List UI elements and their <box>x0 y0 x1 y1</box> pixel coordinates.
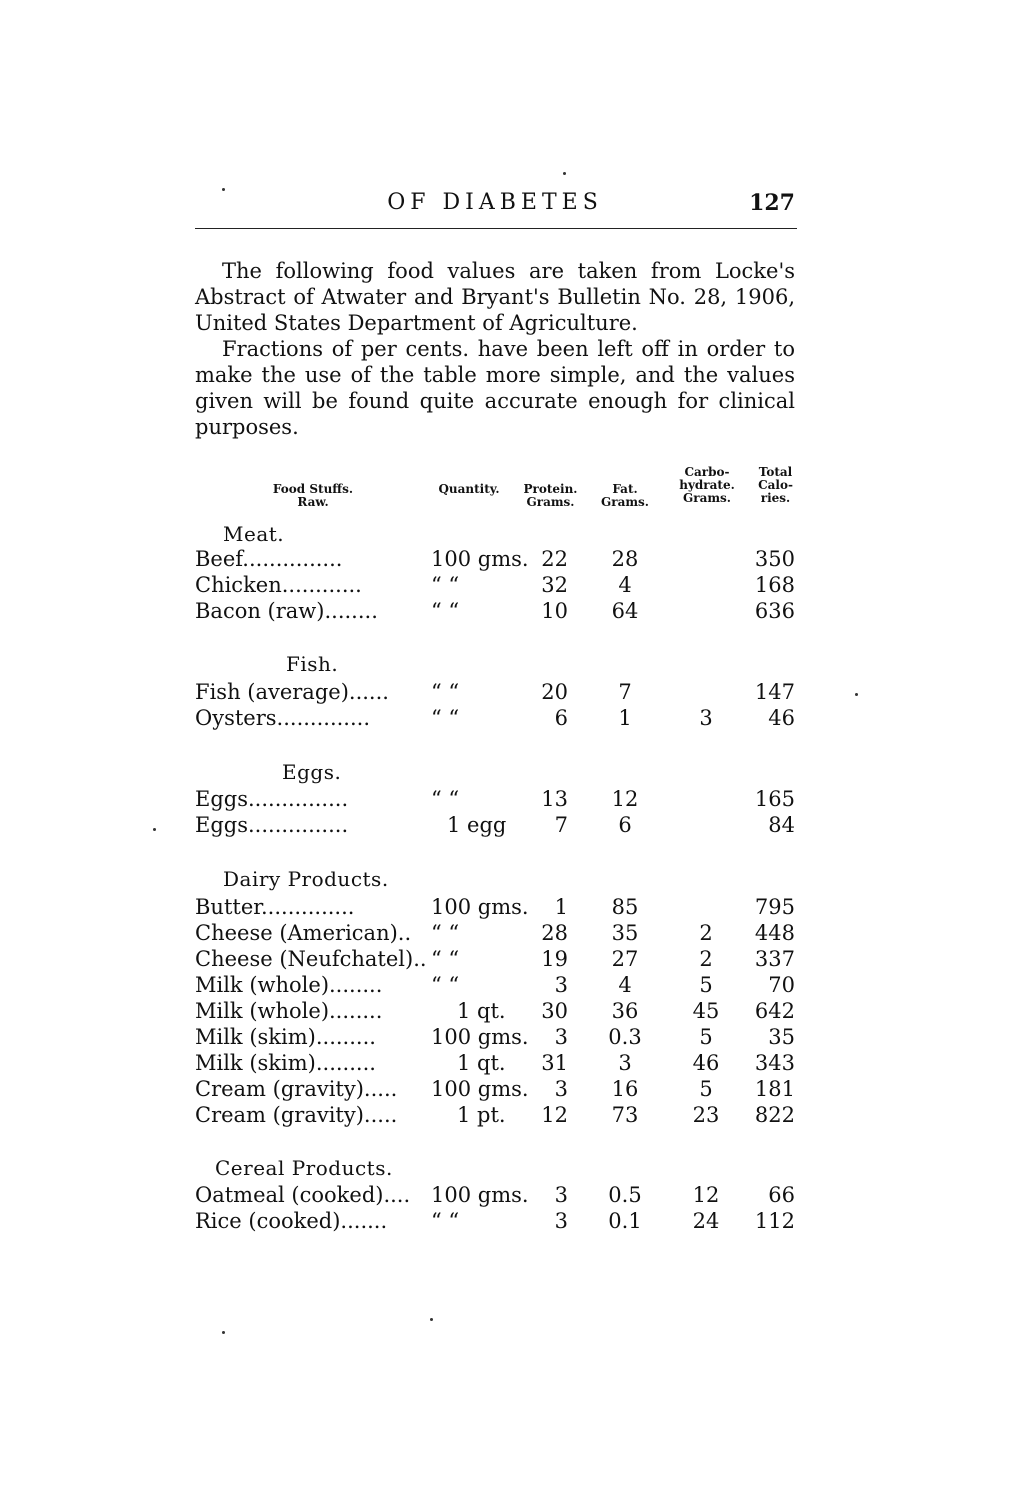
table-row: Milk (skim)......... 1 qt. 31 3 46 343 <box>195 1051 795 1075</box>
table-row: Bacon (raw)........ “ “ 10 64 636 <box>195 599 795 623</box>
intro-text <box>195 258 795 440</box>
section-title-cereal-products: Cereal Products. <box>215 1156 393 1180</box>
col-header-quantity: Quantity. <box>438 482 500 496</box>
page-number: 127 <box>749 190 795 216</box>
table-row: Milk (whole)........ “ “ 3 4 5 70 <box>195 973 795 997</box>
table-row: Oatmeal (cooked).... 100 gms. 3 0.5 12 66 <box>195 1183 795 1207</box>
table-row: Rice (cooked)....... “ “ 3 0.1 24 112 <box>195 1209 795 1233</box>
section-title-eggs: Eggs. <box>282 760 342 784</box>
scan-speck <box>430 1318 433 1321</box>
table-row: Eggs............... “ “ 13 12 165 <box>195 787 795 811</box>
scan-speck <box>563 172 566 175</box>
scan-speck <box>222 1331 225 1334</box>
col-header-carbohydrate: Carbo- hydrate. Grams. <box>679 465 735 505</box>
intro-paragraph-1: The following food values are taken from Locke's Abstract of Atwater and Bryant's Bulletin No. 28, 1906, United States Department of Agriculture. <box>195 259 795 335</box>
table-row: Cream (gravity)..... 1 pt. 12 73 23 822 <box>195 1103 795 1127</box>
table-row: Cream (gravity)..... 100 gms. 3 16 5 181 <box>195 1077 795 1101</box>
scan-speck <box>153 828 156 831</box>
table-row: Beef............... 100 gms. 22 28 350 <box>195 547 795 571</box>
table-row: Butter.............. 100 gms. 1 85 795 <box>195 895 795 919</box>
table-row: Cheese (American).. “ “ 28 35 2 448 <box>195 921 795 945</box>
table-row: Milk (whole)........ 1 qt. 30 36 45 642 <box>195 999 795 1023</box>
col-header-protein: Protein. Grams. <box>523 482 578 509</box>
scan-speck <box>222 188 225 191</box>
table-row: Cheese (Neufchatel).. “ “ 19 27 2 337 <box>195 947 795 971</box>
header-rule <box>195 228 797 229</box>
col-header-calories: Total Calo- ries. <box>758 465 793 505</box>
col-header-food: Food Stuffs. Raw. <box>272 482 354 509</box>
table-row: Milk (skim)......... 100 gms. 3 0.3 5 35 <box>195 1025 795 1049</box>
table-row: Eggs............... 1 egg 7 6 84 <box>195 813 795 837</box>
running-title: OF DIABETES <box>387 190 603 215</box>
section-title-fish: Fish. <box>286 652 339 676</box>
scan-speck <box>855 693 858 696</box>
section-title-dairy-products: Dairy Products. <box>223 867 389 891</box>
table-row: Fish (average)...... “ “ 20 7 147 <box>195 680 795 704</box>
section-title-meat: Meat. <box>223 522 285 546</box>
intro-paragraph-2: Fractions of per cents. have been left off in order to make the use of the table more simple, and the values given will be found quite accurate enough for clinical purposes. <box>195 337 795 439</box>
table-row: Chicken............ “ “ 32 4 168 <box>195 573 795 597</box>
table-row: Oysters.............. “ “ 6 1 3 46 <box>195 706 795 730</box>
page-header <box>195 190 795 222</box>
col-header-fat: Fat. Grams. <box>601 482 649 509</box>
